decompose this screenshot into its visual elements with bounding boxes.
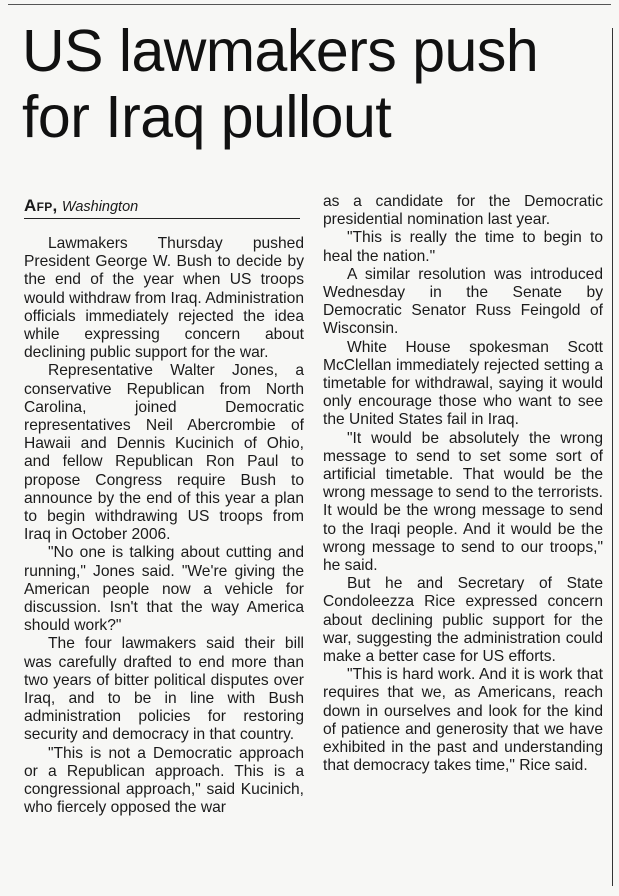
article-paragraph: "No one is talking about cutting and running," Jones said. "We're giving the American people now a vehicle for discussion. Isn't that the way America should work?"	[24, 544, 304, 635]
byline-divider	[24, 218, 300, 219]
article-paragraph: A similar resolution was introduced Wednesday in the Senate by Democratic Senator Russ Feingold of Wisconsin.	[323, 265, 603, 338]
article-paragraph: "This is not a Democratic approach or a Republican approach. This is a congressional approach," said Kucinich, who fiercely opposed the war	[24, 744, 304, 817]
article-paragraph: Lawmakers Thursday pushed President George W. Bush to decide by the end of the year when US troops would withdraw from Iraq. Administration officials immediately rejected the idea while expressing concern about declining public support for the war.	[24, 235, 304, 362]
article-paragraph: "This is hard work. And it is work that requires that we, as Americans, reach down in ourselves and look for the kind of patience and generosity that we have exhibited in the past and understanding that democracy takes time," Rice said.	[323, 666, 603, 775]
byline-location: Washington	[61, 199, 139, 215]
article-column-right	[323, 193, 603, 776]
top-border-rule	[8, 4, 611, 5]
article-paragraph: "This is really the time to begin to heal the nation."	[323, 229, 603, 265]
article-paragraph: White House spokesman Scott McClellan immediately rejected setting a timetable for withdrawal, saying it would only encourage those who want to see the United States fail in Iraq.	[323, 338, 603, 429]
article-paragraph: Representative Walter Jones, a conservative Republican from North Carolina, joined Democratic representatives Neil Abercrombie of Hawaii and Dennis Kucinich of Ohio, and fellow Republican Ron Paul to propose Congress require Bush to announce by the end of this year a plan to begin withdrawing US troops from Iraq in October 2006.	[24, 362, 304, 544]
article-paragraph: "It would be absolutely the wrong message to send to set some sort of artificial timetable. That would be the wrong message to send to the terrorists. It would be the wrong message to send to the Iraqi people. And it would be the wrong message to send to our troops," he said.	[323, 429, 603, 575]
article-column-left	[24, 196, 304, 818]
column-border-rule	[612, 28, 613, 886]
article-paragraph: But he and Secretary of State Condoleezza Rice expressed concern about declining public support for the war, suggesting the administration could make a better case for US efforts.	[323, 575, 603, 666]
byline-agency: Afp,	[24, 196, 58, 215]
article-paragraph-continued: as a candidate for the Democratic presidential nomination last year.	[323, 193, 603, 229]
article-paragraph: The four lawmakers said their bill was carefully drafted to end more than two years of bitter political disputes over Iraq, and to be in line with Bush administration policies for restoring security and democracy in that country.	[24, 635, 304, 744]
article-headline: US lawmakers push for Iraq pullout	[22, 18, 539, 150]
byline	[24, 196, 304, 216]
